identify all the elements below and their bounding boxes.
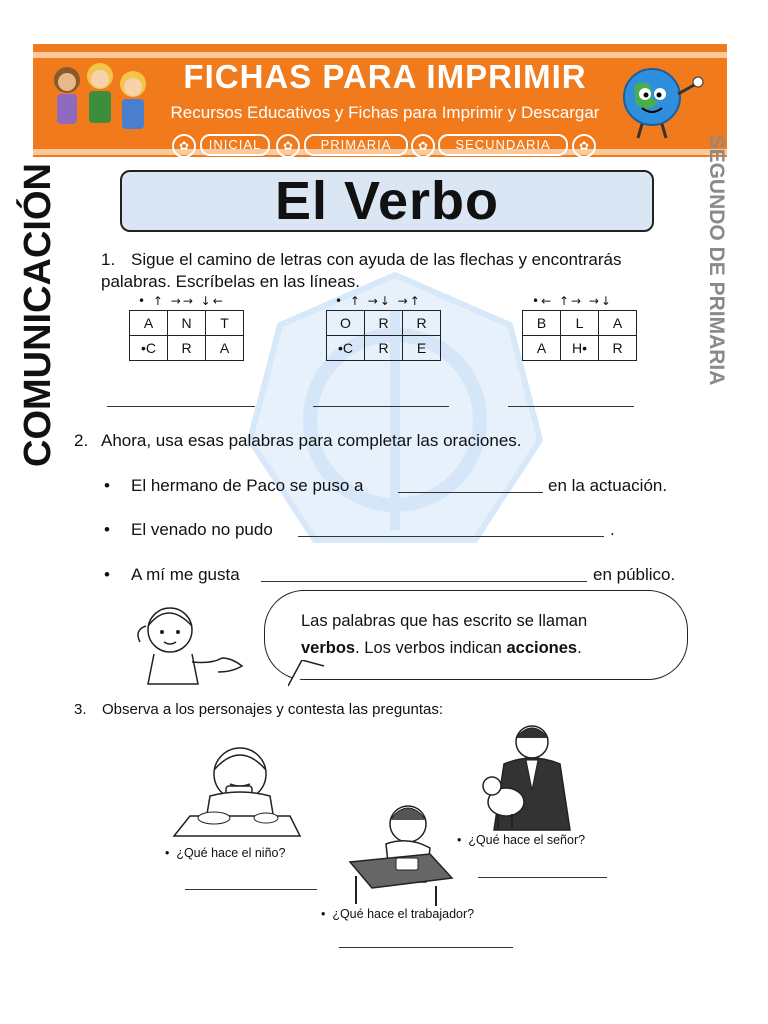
exercise3-number: 3. [74, 701, 87, 718]
grid-cell: L [561, 311, 599, 336]
arrow-hints-3: •← ↑→ →↓ [532, 294, 613, 308]
arrow-hints-1: • ↑ →→ ↓← [138, 294, 225, 308]
answer-line-worker[interactable] [339, 947, 513, 948]
exercise1-number: 1. [101, 250, 116, 269]
man-with-dog-illustration [478, 720, 578, 832]
grade-label: SEGUNDO DE PRIMARIA [705, 134, 728, 386]
speech-bubble-tail [288, 660, 328, 688]
question-boy-text: ¿Qué hace el niño? [176, 846, 286, 860]
bullet-icon: • [104, 476, 110, 495]
grid-cell: A [599, 311, 637, 336]
grid-cell: R [365, 311, 403, 336]
sentence-1-end: en la actuación. [548, 476, 668, 495]
question-man: • ¿Qué hace el señor? [457, 833, 586, 847]
grid-cell: R [403, 311, 441, 336]
note-bold-acciones: acciones [506, 639, 578, 657]
level-bullet-icon: ✿ [276, 134, 300, 158]
grid-cell: H• [561, 336, 599, 361]
exercise1-instruction: Sigue el camino de letras con ayuda de las flechas y encontrarás [131, 250, 622, 269]
grid-cell: A [130, 311, 168, 336]
note-mid: . Los verbos indican [355, 639, 502, 657]
answer-line-3[interactable] [508, 406, 634, 407]
question-boy: • ¿Qué hace el niño? [165, 846, 286, 860]
worker-on-phone-illustration [346, 796, 456, 908]
question-worker-text: ¿Qué hace el trabajador? [332, 907, 475, 921]
bullet-icon: • [104, 565, 110, 584]
grid-cell: •C [327, 336, 365, 361]
globe-mascot-icon [612, 62, 712, 142]
answer-line-1[interactable] [107, 406, 255, 407]
answer-line-man[interactable] [478, 877, 607, 878]
grid-cell: R [599, 336, 637, 361]
level-bullet-icon: ✿ [172, 134, 196, 158]
girl-illustration [128, 600, 246, 685]
boy-eating-illustration [170, 744, 304, 840]
grid-cell: •C [130, 336, 168, 361]
level-inicial: INICIAL [200, 134, 270, 156]
note-bold-verbos: verbos [301, 639, 356, 657]
level-bullet-icon: ✿ [411, 134, 435, 158]
answer-line-boy[interactable] [185, 889, 317, 890]
header-subtitle: Recursos Educativos y Fichas para Imprimir y Descargar [170, 103, 600, 122]
arrow-hints-2: • ↑ →↓ →↑ [335, 294, 422, 308]
grid-cell: A [206, 336, 244, 361]
exercise2-number: 2. [74, 431, 89, 450]
level-secundaria: SECUNDARIA [438, 134, 568, 156]
grid-cell: T [206, 311, 244, 336]
sentence-3-start: A mí me gusta [131, 565, 240, 584]
header-title: FICHAS PARA IMPRIMIR [183, 58, 587, 95]
sentence-2-start: El venado no pudo [131, 520, 273, 539]
grid-cell: N [168, 311, 206, 336]
subject-label: COMUNICACIÓN [17, 163, 59, 467]
grid-cell: E [403, 336, 441, 361]
page-title: El Verbo [274, 171, 500, 231]
exercise2-instruction: Ahora, usa esas palabras para completar las oraciones. [101, 431, 522, 450]
question-worker: • ¿Qué hace el trabajador? [321, 907, 475, 921]
note-line-2 [301, 639, 582, 658]
note-end: . [577, 639, 582, 657]
level-primaria: PRIMARIA [304, 134, 408, 156]
grid-cell: A [523, 336, 561, 361]
sentence-1-start: El hermano de Paco se puso a [131, 476, 364, 495]
letter-grid-3 [522, 310, 637, 361]
bullet-icon: • [104, 520, 110, 539]
grid-cell: O [327, 311, 365, 336]
sentence-1-blank[interactable] [398, 492, 543, 493]
exercise1-instruction-2: palabras. Escríbelas en las líneas. [101, 272, 360, 291]
grid-cell: R [365, 336, 403, 361]
question-man-text: ¿Qué hace el señor? [468, 833, 586, 847]
letter-grid-1 [129, 310, 244, 361]
level-bullet-icon: ✿ [572, 134, 596, 158]
letter-grid-2 [326, 310, 441, 361]
sentence-3-end: en público. [593, 565, 676, 584]
sentence-3-blank[interactable] [261, 581, 587, 582]
grid-cell: R [168, 336, 206, 361]
sentence-2-blank[interactable] [298, 536, 604, 537]
sentence-2-end: . [610, 520, 615, 539]
answer-line-2[interactable] [313, 406, 449, 407]
note-line-1: Las palabras que has escrito se llaman [301, 612, 588, 630]
grid-cell: B [523, 311, 561, 336]
exercise3-instruction: Observa a los personajes y contesta las preguntas: [102, 701, 444, 718]
